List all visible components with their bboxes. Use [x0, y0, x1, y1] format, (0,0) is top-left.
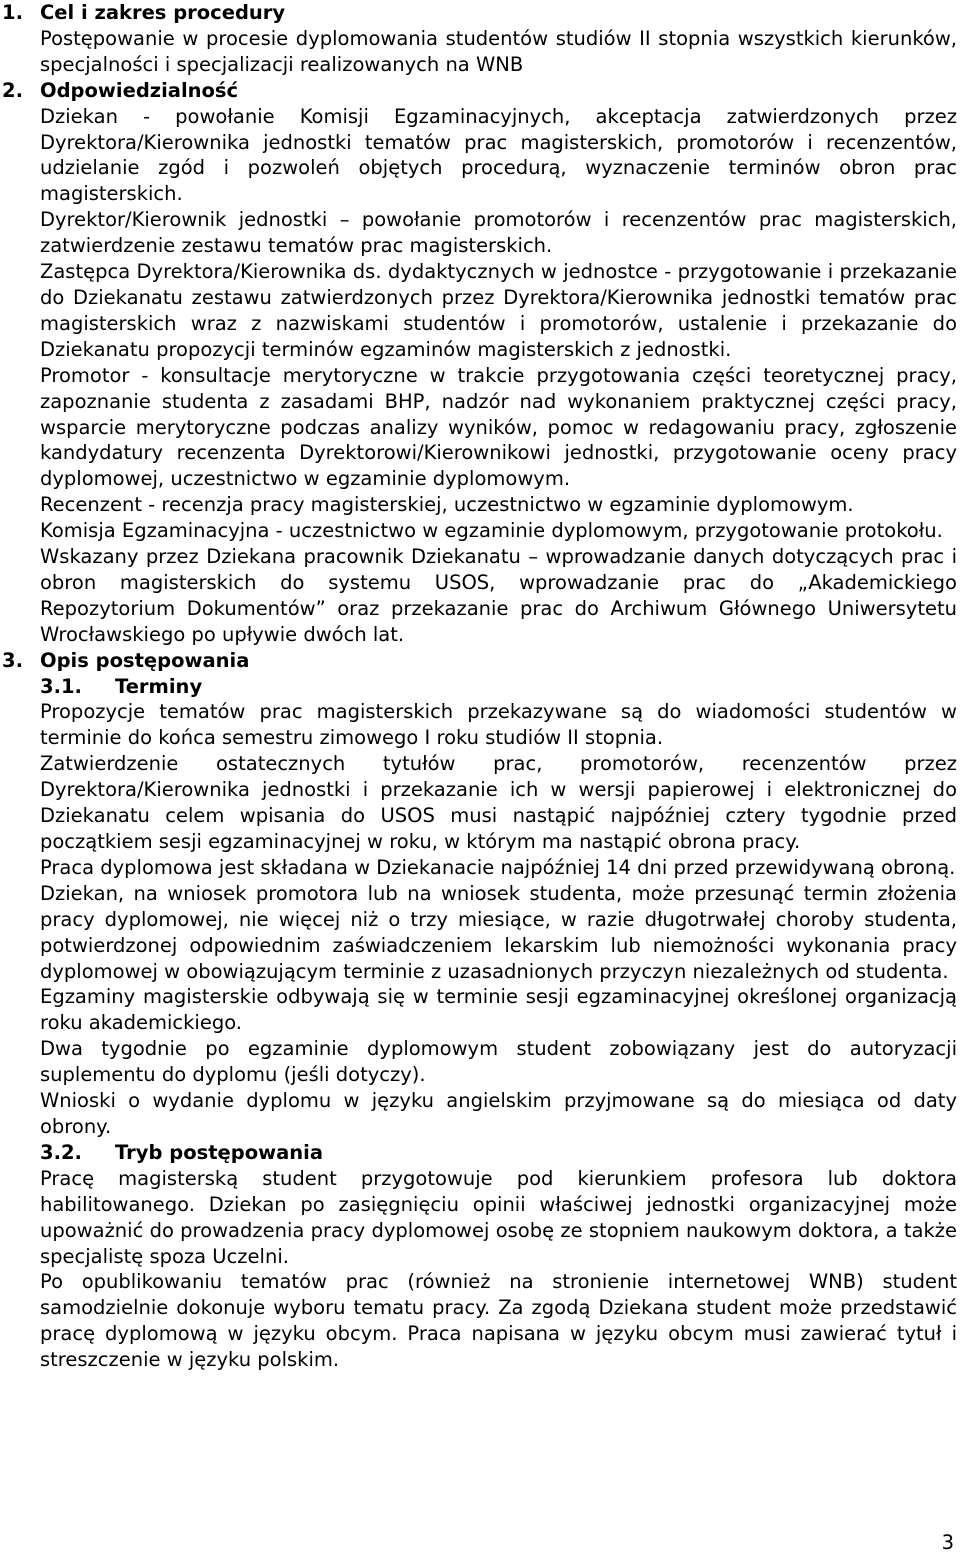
subsection-title: Terminy: [115, 674, 203, 698]
subsection-heading-3-1: [0, 674, 960, 700]
subsection-heading-3-2: [0, 1140, 960, 1166]
paragraph: Dwa tygodnie po egzaminie dyplomowym student zobowiązany jest do autoryzacji suplementu do dyplomu (jeśli dotyczy).: [40, 1037, 957, 1087]
paragraph: Postępowanie w procesie dyplomowania studentów studiów II stopnia wszystkich kierunków, specjalności i specjalizacji realizowanych na WNB: [40, 26, 957, 76]
paragraph: Wskazany przez Dziekana pracownik Dziekanatu – wprowadzanie danych dotyczących prac i obron magisterskich do systemu USOS, wprowadzanie prac do „Akademickiego Repozytorium Dokumentów” oraz przekazanie prac do Archiwum Głównego Uniwersytetu Wrocławskiego po upływie dwóch lat.: [40, 545, 957, 646]
section-heading-1: [0, 0, 960, 26]
section-title: Odpowiedzialność: [40, 78, 239, 102]
section-number: 2.: [2, 78, 23, 102]
section-heading-2: [0, 78, 960, 104]
subsection-number: 3.2.: [40, 1140, 82, 1164]
paragraph: Promotor - konsultacje merytoryczne w trakcie przygotowania części teoretycznej pracy, zapoznanie studenta z zasadami BHP, nadzór nad wykonaniem praktycznej części pracy, wsparcie merytoryczne podczas analizy wyników, pomoc w redagowaniu pracy, zgłoszenie kandydatury recenzenta Dyrektorowi/Kierownikowi jednostki, przygotowanie oceny pracy dyplomowej, uczestnictwo w egzaminie dyplomowym.: [40, 363, 957, 491]
paragraph: Po opublikowaniu tematów prac (również na stronienie internetowej WNB) student samodzielnie dokonuje wyboru tematu pracy. Za zgodą Dziekana student może przedstawić pracę dyplomową w języku obcym. Praca napisana w języku obcym musi zawierać tytuł i streszczenie w języku polskim.: [40, 1270, 957, 1372]
paragraph: Dziekan, na wniosek promotora lub na wniosek studenta, może przesunąć termin złożenia pracy dyplomowej, nie więcej niż o trzy miesiące, w razie długotrwałej choroby studenta, potwierdzonej odpowiednim zaświadczeniem lekarskim lub niemożności wykonania pracy dyplomowej w obowiązującym terminie z uzasadnionych przyczyn niezależnych od studenta.: [40, 881, 957, 983]
paragraph: Zastępca Dyrektora/Kierownika ds. dydaktycznych w jednostce - przygotowanie i przekazanie do Dziekanatu zestawu zatwierdzonych przez Dyrektora/Kierownika jednostki tematów prac magisterskich wraz z nazwiskami studentów i promotorów, ustalenie i przekazanie do Dziekanatu propozycji terminów egzaminów magisterskich z jednostki.: [40, 260, 957, 361]
paragraph: Recenzent - recenzja pracy magisterskiej, uczestnictwo w egzaminie dyplomowym.: [40, 493, 854, 517]
section-number: 1.: [2, 1, 23, 24]
section-title: Cel i zakres procedury: [40, 1, 286, 24]
section-number: 3.: [2, 648, 23, 672]
paragraph: Wnioski o wydanie dyplomu w języku angielskim przyjmowane są do miesiąca od daty obrony.: [40, 1089, 957, 1138]
paragraph: Praca dyplomowa jest składana w Dziekanacie najpóźniej 14 dni przed przewidywaną obroną.: [40, 855, 956, 879]
section-heading-3: [0, 648, 960, 674]
subsection-number: 3.1.: [40, 674, 82, 698]
paragraph: Komisja Egzaminacyjna - uczestnictwo w egzaminie dyplomowym, przygotowanie protokołu.: [40, 519, 943, 543]
paragraph: Dyrektor/Kierownik jednostki – powołanie promotorów i recenzentów prac magisterskich, zatwierdzenie zestawu tematów prac magisterskich.: [40, 208, 957, 258]
paragraph: Pracę magisterską student przygotowuje pod kierunkiem profesora lub doktora habilitowanego. Dziekan po zasięgnięciu opinii właściwej jednostki organizacyjnej może upoważnić do prowadzenia pracy dyplomowej osobę ze stopniem naukowym doktora, a także specjalistę spoza Uczelni.: [40, 1166, 957, 1268]
paragraph: Dziekan - powołanie Komisji Egzaminacyjnych, akceptacja zatwierdzonych przez Dyrektora/Kierownika jednostki tematów prac magisterskich, promotorów i recenzentów, udzielanie zgód i pozwoleń objętych procedurą, wyznaczenie terminów obron prac magisterskich.: [40, 104, 957, 206]
paragraph: Egzaminy magisterskie odbywają się w terminie sesji egzaminacyjnej określonej organizacją roku akademickiego.: [40, 985, 957, 1035]
section-title: Opis postępowania: [40, 648, 250, 672]
paragraph: Propozycje tematów prac magisterskich przekazywane są do wiadomości studentów w terminie do końca semestru zimowego I roku studiów II stopnia.: [40, 700, 957, 750]
subsection-title: Tryb postępowania: [115, 1140, 323, 1164]
paragraph: Zatwierdzenie ostatecznych tytułów prac, promotorów, recenzentów przez Dyrektora/Kierownika jednostki i przekazanie ich w wersji papierowej i elektronicznej do Dziekanatu celem wpisania do USOS musi nastąpić najpóźniej cztery tygodnie przed początkiem sesji egzaminacyjnej w roku, w którym ma nastąpić obrona pracy.: [40, 752, 957, 853]
page-number: 3: [941, 1531, 954, 1554]
